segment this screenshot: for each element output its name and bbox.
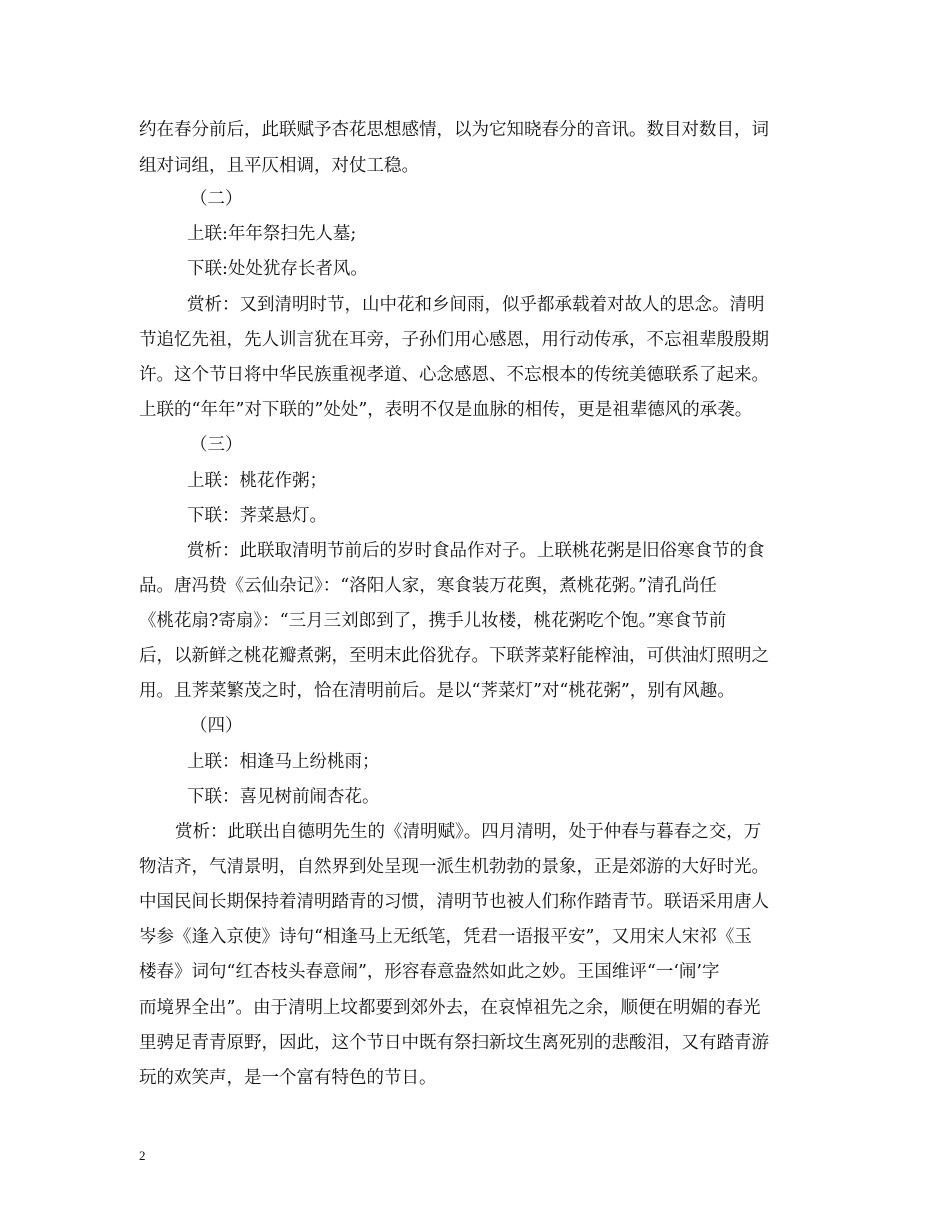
couplet-line: 下联:处处犹存长者风。 <box>187 259 368 279</box>
text-line: 玩的欢笑声，是一个富有特色的节日。 <box>139 1068 437 1088</box>
section-heading: （三） <box>190 435 243 455</box>
text-line: 后，以新鲜之桃花瓣煮粥，至明末此俗犹存。下联荠菜籽能榨油，可供油灯照明之 <box>139 646 769 666</box>
couplet-line: 下联：荠菜悬灯。 <box>187 506 327 526</box>
text-line: 赏析：此联出自德明先生的《清明赋》。四月清明，处于仲春与暮春之交，万 <box>175 822 762 842</box>
text-line: 赏析：此联取清明节前后的岁时食品作对子。上联桃花粥是旧俗寒食节的食 <box>187 541 765 561</box>
text-line: 赏析：又到清明时节，山中花和乡间雨，似乎都承载着对故人的思念。清明 <box>187 295 765 315</box>
section-heading: （四） <box>190 716 243 736</box>
text-line: 岑参《逢入京使》诗句“相逢马上无纸笔，凭君一语报平安”，又用宋人宋祁《玉 <box>139 927 752 947</box>
text-line: 中国民间长期保持着清明踏青的习惯，清明节也被人们称作踏青节。联语采用唐人 <box>139 892 769 912</box>
couplet-line: 上联:年年祭扫先人墓; <box>187 224 357 244</box>
text-line: 《桃花扇?寄扇》：“三月三刘郎到了，携手儿妆楼，桃花粥吃个饱。”寒食节前 <box>139 611 727 631</box>
text-line: 物洁齐，气清景明，自然界到处呈现一派生机勃勃的景象，正是郊游的大好时光。 <box>139 857 769 877</box>
text-line: 节追忆先祖，先人训言犹在耳旁，子孙们用心感恩，用行动传承，不忘祖辈殷殷期 <box>139 330 769 350</box>
text-line: 里骋足青青原野，因此，这个节日中既有祭扫新坟生离死别的悲酸泪，又有踏青游 <box>139 1033 769 1053</box>
text-line: 许。这个节日将中华民族重视孝道、心念感恩、不忘根本的传统美德联系了起来。 <box>139 365 769 385</box>
text-line: 品。唐冯贽《云仙杂记》：“洛阳人家，寒食装万花舆，煮桃花粥。”清孔尚任 <box>139 576 717 596</box>
text-line: 组对词组，且平仄相调，对仗工稳。 <box>139 156 419 176</box>
page-number: 2 <box>139 1148 146 1163</box>
couplet-line: 下联：喜见树前闹杏花。 <box>187 787 380 807</box>
couplet-line: 上联：相逢马上纷桃雨； <box>187 752 380 772</box>
couplet-line: 上联：桃花作粥； <box>187 471 327 491</box>
text-line: 用。且荠菜繁茂之时，恰在清明前后。是以“荠菜灯”对“桃花粥”，别有风趣。 <box>139 681 735 701</box>
text-line: 而境界全出”。由于清明上坟都要到郊外去，在哀悼祖先之余，顺便在明媚的春光 <box>139 998 761 1018</box>
section-heading: （二） <box>190 189 243 209</box>
text-line: 楼春》词句“红杏枝头春意闹”，形容春意盎然如此之妙。王国维评“一‘闹’字 <box>139 962 720 982</box>
text-line: 上联的“年年”对下联的”处处”，表明不仅是血脉的相传，更是祖辈德风的承袭。 <box>139 400 753 420</box>
text-line: 约在春分前后，此联赋予杏花思想感情，以为它知晓春分的音讯。数目对数目，词 <box>139 120 769 140</box>
